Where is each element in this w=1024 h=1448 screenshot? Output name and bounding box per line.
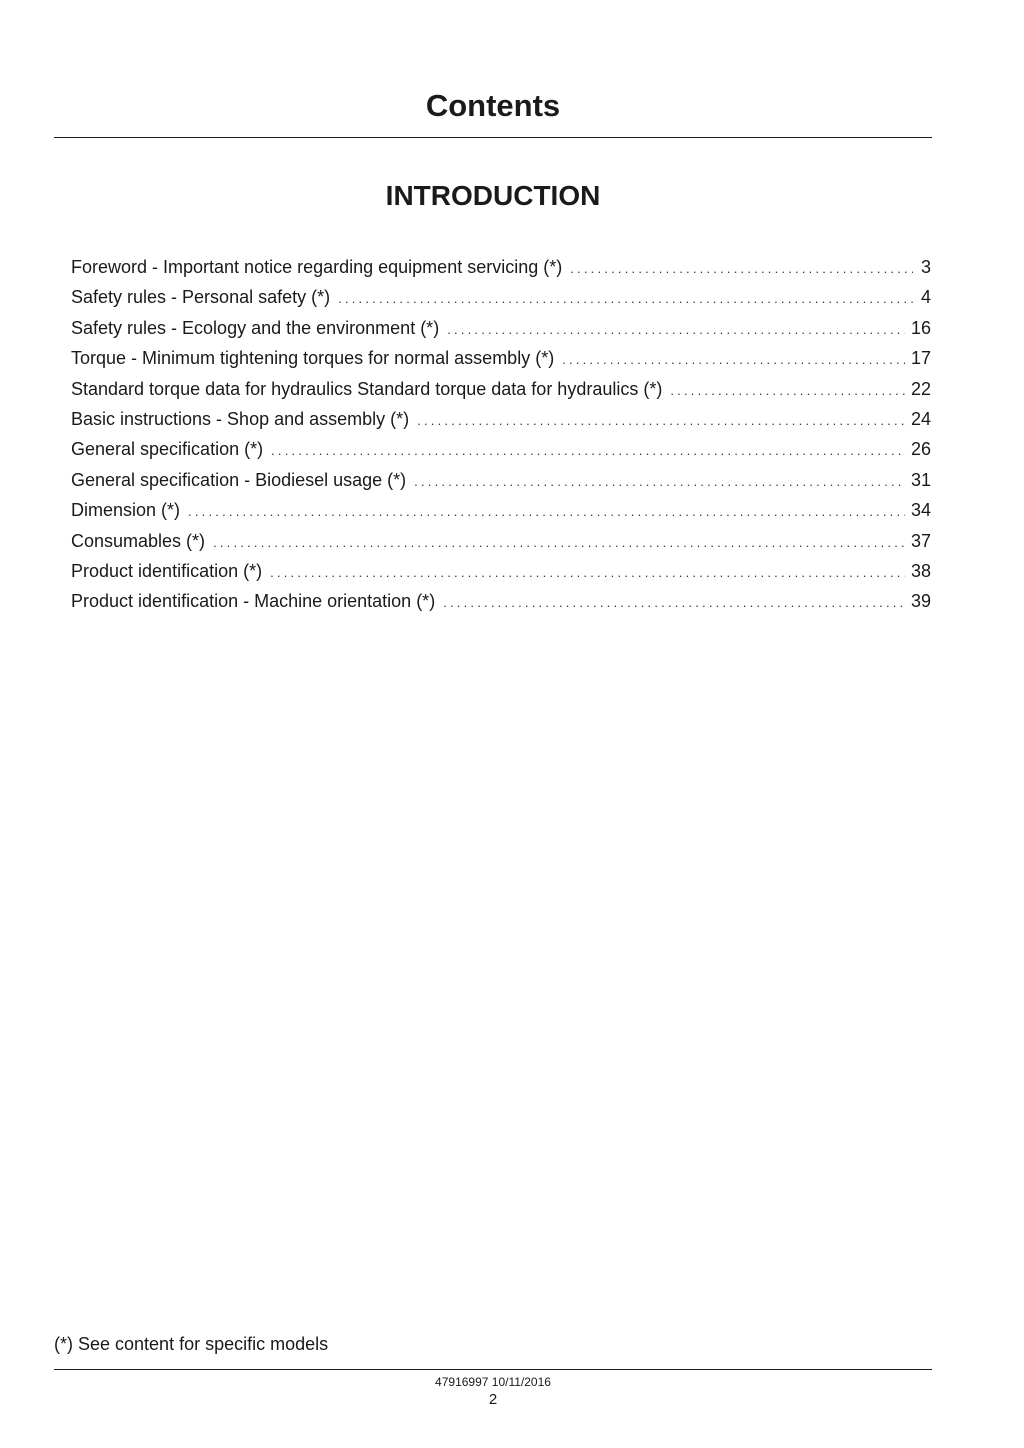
footnote: (*) See content for specific models (54, 1334, 329, 1354)
footer-divider (54, 1369, 932, 1370)
dot-leader (271, 436, 905, 464)
toc-entry-page: 24 (910, 408, 931, 429)
toc-entry-label: Dimension (*) (71, 500, 181, 521)
toc-entry-page: 26 (910, 439, 931, 460)
toc-entry-page: 34 (910, 500, 931, 521)
dot-leader (213, 528, 905, 556)
toc-entry-label: Torque - Minimum tightening torques for normal assembly (*) (71, 348, 555, 369)
dot-leader (414, 467, 905, 495)
page-title: Contents (425, 88, 561, 123)
dot-leader (670, 376, 905, 404)
section-title: INTRODUCTION (385, 180, 601, 211)
toc-entry-page: 16 (910, 317, 931, 338)
toc-entry-page: 37 (910, 530, 931, 551)
toc-entry-biodiesel-usage[interactable] (71, 465, 931, 495)
toc-entry-ecology-environment[interactable] (71, 313, 931, 343)
header-divider (54, 137, 932, 138)
toc-entry-page: 31 (910, 469, 931, 490)
toc-entry-page: 4 (920, 287, 931, 308)
toc-entry-label: Consumables (*) (71, 530, 206, 551)
dot-leader (188, 497, 905, 525)
toc-entry-label: Basic instructions - Shop and assembly (*) (71, 408, 410, 429)
toc-entry-page: 38 (910, 560, 931, 581)
toc-entry-page: 17 (910, 348, 931, 369)
toc-entry-label: Product identification - Machine orientation (*) (71, 591, 436, 612)
page-number: 2 (488, 1391, 498, 1408)
toc-entry-label: General specification (*) (71, 439, 264, 460)
toc-entry-page: 22 (910, 378, 931, 399)
dot-leader (447, 315, 905, 343)
toc-entry-foreword[interactable] (71, 252, 931, 282)
table-of-contents (71, 252, 931, 617)
toc-entry-product-identification[interactable] (71, 556, 931, 586)
toc-entry-page: 3 (920, 257, 931, 277)
toc-entry-label: Product identification (*) (71, 560, 263, 581)
toc-entry-torque-hydraulics[interactable] (71, 374, 931, 404)
toc-entry-dimension[interactable] (71, 495, 931, 525)
toc-entry-label: Safety rules - Personal safety (*) (71, 287, 331, 308)
toc-entry-label: General specification - Biodiesel usage (*) (71, 469, 407, 490)
toc-entry-label: Standard torque data for hydraulics Standard torque data for hydraulics (*) (71, 378, 663, 399)
dot-leader (417, 406, 905, 434)
toc-entry-page: 39 (910, 591, 931, 612)
dot-leader (443, 588, 905, 616)
dot-leader (562, 345, 905, 373)
dot-leader (338, 284, 913, 312)
toc-entry-consumables[interactable] (71, 526, 931, 556)
toc-entry-general-specification[interactable] (71, 434, 931, 464)
toc-entry-personal-safety[interactable] (71, 282, 931, 312)
dot-leader (570, 254, 913, 282)
toc-entry-torque-minimum[interactable] (71, 343, 931, 373)
toc-entry-label: Safety rules - Ecology and the environment (*) (71, 317, 440, 338)
toc-entry-machine-orientation[interactable] (71, 586, 931, 616)
dot-leader (270, 558, 905, 586)
toc-entry-label: Foreword - Important notice regarding equipment servicing (*) (71, 257, 563, 277)
document-reference: 47916997 10/11/2016 (435, 1375, 551, 1389)
toc-entry-shop-assembly[interactable] (71, 404, 931, 434)
